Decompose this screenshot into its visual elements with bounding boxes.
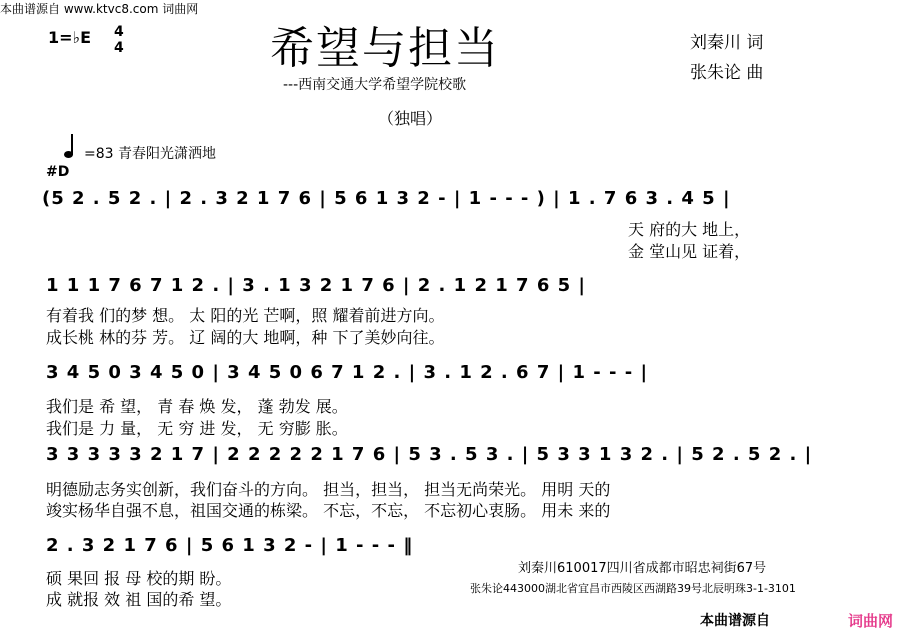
lyric-row-3-verse-2: 我们是 力 量， 无 穷 进 发， 无 穷膨 胀。 xyxy=(46,419,348,438)
composer-address: 张朱论443000湖北省宜昌市西陵区西湖路39号北辰明珠3-1-3101 xyxy=(470,582,796,595)
tempo-marking: =83 青春阳光潇洒地 xyxy=(84,146,216,162)
performance-type: （独唱） xyxy=(378,109,443,128)
lyricist-credit: 刘秦川 词 xyxy=(690,33,764,53)
key-signature: 1=♭E xyxy=(48,28,92,47)
site-logo: 词曲网 xyxy=(848,612,894,630)
notation-row-1: (5 2 . 5 2 . | 2 . 3 2 1 7 6 | 5 6 1 3 2 - | 1 - - - ) | 1 . 7 6 3 . 4 5 | xyxy=(42,188,731,209)
notation-row-5: 2 . 3 2 1 7 6 | 5 6 1 3 2 - | 1 - - - ‖ xyxy=(46,535,414,556)
lyric-row-4-verse-2: 竣实杨华自强不息，祖国交通的栋梁。 不忘，不忘， 不忘初心衷肠。 用未 来的 xyxy=(46,501,611,520)
notation-row-2: 1 1 1 7 6 7 1 2 . | 3 . 1 3 2 1 7 6 | 2 . 1 2 1 7 6 5 | xyxy=(46,275,586,296)
song-title: 希望与担当 xyxy=(270,23,500,74)
lyricist-address: 刘秦川610017四川省成都市昭忠祠街67号 xyxy=(518,561,767,576)
lyric-row-5-verse-2: 成 就报 效 祖 国的希 望。 xyxy=(46,590,232,609)
notation-row-3: 3 4 5 0 3 4 5 0 | 3 4 5 0 6 7 1 2 . | 3 . 1 2 . 6 7 | 1 - - - | xyxy=(46,362,649,383)
time-bottom: 4 xyxy=(114,40,124,56)
quarter-note-icon xyxy=(64,151,73,158)
lyric-row-1-verse-2: 金 堂山见 证着， xyxy=(628,242,751,261)
time-top: 4 xyxy=(114,24,124,40)
song-subtitle: ---西南交通大学希望学院校歌 xyxy=(283,77,467,93)
lyric-row-2-verse-1: 有着我 们的梦 想。 太 阳的光 芒啊，照 耀着前进方向。 xyxy=(46,306,445,325)
time-signature xyxy=(114,24,124,56)
lyric-row-1-verse-1: 天 府的大 地上， xyxy=(628,220,751,239)
lyric-row-4-verse-1: 明德励志务实创新，我们奋斗的方向。 担当，担当， 担当无尚荣光。 用明 天的 xyxy=(46,480,611,499)
key-shift: #D xyxy=(46,164,70,180)
lyric-row-5-verse-1: 硕 果回 报 母 校的期 盼。 xyxy=(46,569,232,588)
source-line: 本曲谱源自 www.ktvc8.com 词曲网 xyxy=(0,2,199,16)
lyric-row-2-verse-2: 成长桃 林的芬 芳。 辽 阔的大 地啊，种 下了美妙向往。 xyxy=(46,328,445,347)
footer-source: 本曲谱源自 xyxy=(700,613,770,629)
notation-row-4: 3 3 3 3 3 2 1 7 | 2 2 2 2 2 1 7 6 | 5 3 . 5 3 . | 5 3 3 1 3 2 . | 5 2 . 5 2 . | xyxy=(46,444,813,465)
lyric-row-3-verse-1: 我们是 希 望， 青 春 焕 发， 蓬 勃发 展。 xyxy=(46,397,348,416)
composer-credit: 张朱论 曲 xyxy=(690,63,764,83)
